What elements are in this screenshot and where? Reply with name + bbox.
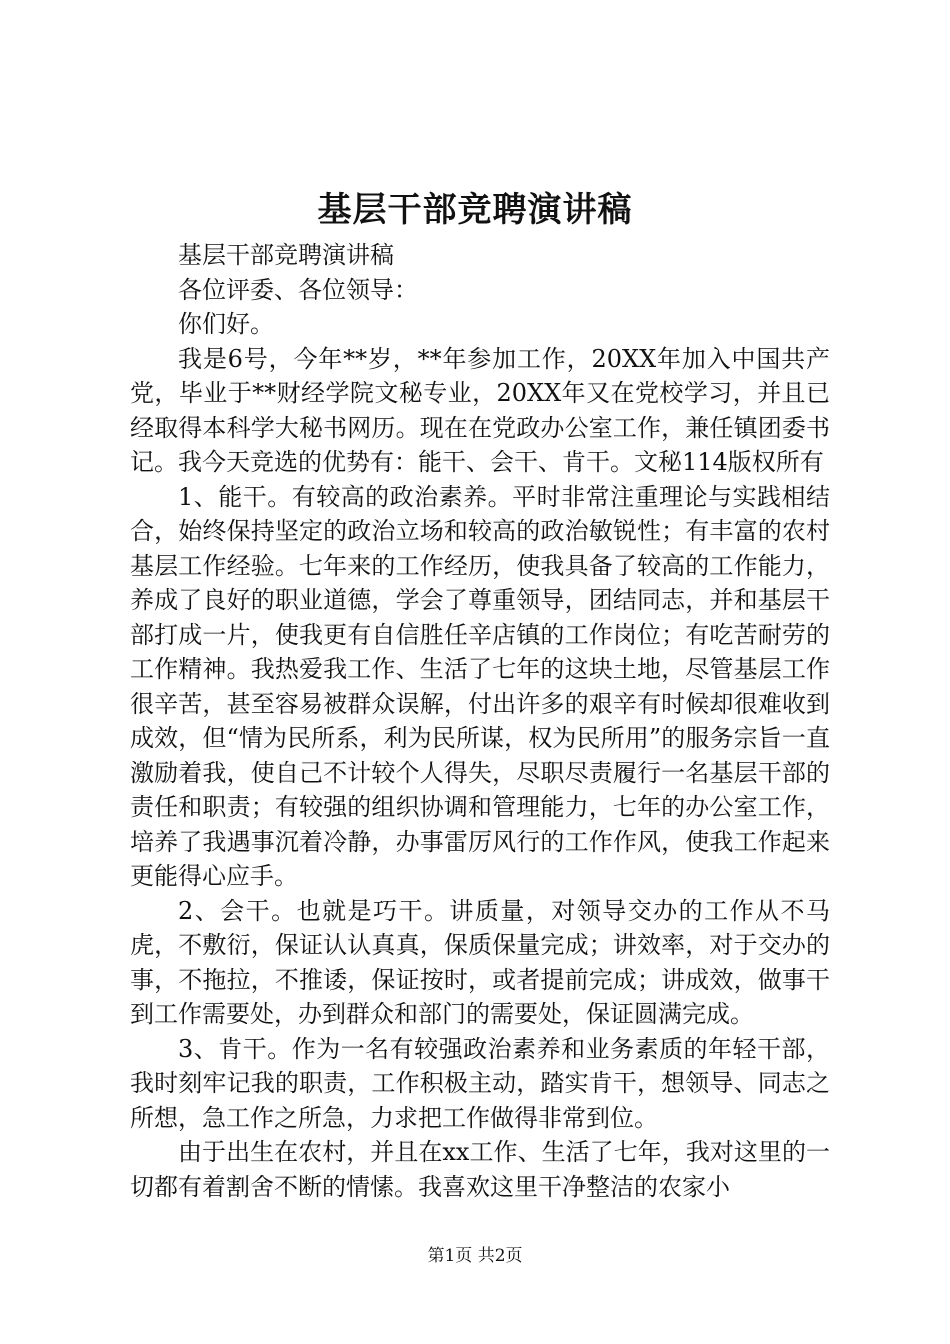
document-title: 基层干部竞聘演讲稿 bbox=[317, 190, 633, 230]
paragraph-salutation: 各位评委、各位领导： bbox=[178, 275, 418, 304]
paragraph-introduction: 我是6号，今年**岁，**年参加工作，20XX年加入中国共产党，毕业于**财经学院文秘专业，20XX年又在党校学习，并且已经取得本科学大秘书网历。现在在党政办公室工作，兼任镇团委书记。我今天竞选的优势有：能干、会干、肯干。文秘114版权所有 bbox=[130, 344, 830, 476]
paragraph-point-1: 1、能干。有较高的政治素养。平时非常注重理论与实践相结合，始终保持坚定的政治立场和较高的政治敏锐性；有丰富的农村基层工作经验。七年来的工作经历，使我具备了较高的工作能力，养成了良好的职业道德，学会了尊重领导，团结同志，并和基层干部打成一片，使我更有自信胜任辛店镇的工作岗位；有吃苦耐劳的工作精神。我热爱我工作、生活了七年的这块土地，尽管基层工作很辛苦，甚至容易被群众误解，付出许多的艰辛有时候却很难收到成效，但“情为民所系，利为民所谋，权为民所用”的服务宗旨一直激励着我，使自己不计较个人得失，尽职尽责履行一名基层干部的责任和职责；有较强的组织协调和管理能力，七年的办公室工作，培养了我遇事沉着冷静，办事雷厉风行的工作作风，使我工作起来更能得心应手。 bbox=[130, 482, 830, 890]
paragraph-point-2: 2、会干。也就是巧干。讲质量，对领导交办的工作从不马虎，不敷衍，保证认认真真，保质保量完成；讲效率，对于交办的事，不拖拉，不推诿，保证按时，或者提前完成；讲成效，做事干到工作需要处，办到群众和部门的需要处，保证圆满完成。 bbox=[130, 896, 830, 1028]
paragraph-greeting: 你们好。 bbox=[178, 310, 274, 338]
document-body bbox=[130, 238, 830, 1204]
paragraph-point-3: 3、肯干。作为一名有较强政治素养和业务素质的年轻干部，我时刻牢记我的职责，工作积极主动，踏实肯干，想领导、同志之所想，急工作之所急，力求把工作做得非常到位。 bbox=[130, 1034, 830, 1132]
paragraph-heading: 基层干部竞聘演讲稿 bbox=[178, 241, 394, 269]
paragraph-background: 由于出生在农村，并且在xx工作、生活了七年，我对这里的一切都有着割舍不断的情愫。我喜欢这里干净整洁的农家小 bbox=[130, 1138, 830, 1201]
page-number-footer: 第1页 共2页 bbox=[427, 1246, 523, 1266]
